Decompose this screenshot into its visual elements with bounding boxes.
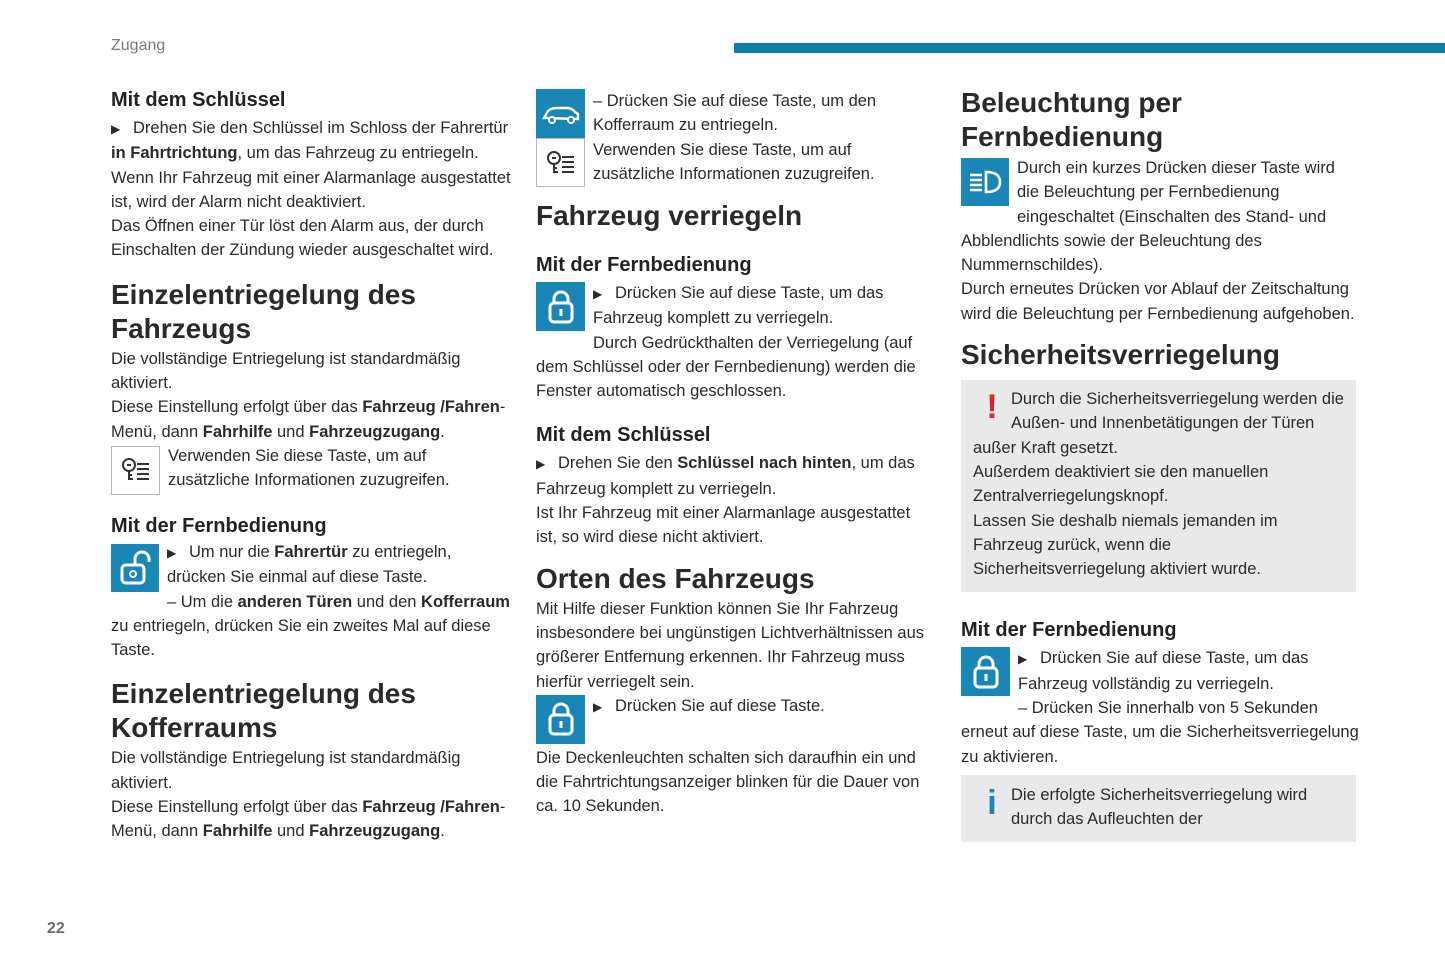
heading-single-unlock-boot: Einzelentriegelung des Kofferraums xyxy=(111,678,416,744)
section-label: Zugang xyxy=(111,37,166,54)
arrow-bullet-icon: ▶ xyxy=(1018,652,1028,667)
column-right xyxy=(961,86,1361,842)
arrow-bullet-icon: ▶ xyxy=(593,699,603,714)
warning-icon: ! xyxy=(986,388,998,427)
icon-stack xyxy=(536,89,585,187)
heading-lock-vehicle: Fahrzeug verriegeln xyxy=(536,200,803,231)
paragraph: – Drücken Sie auf diese Taste, um den Kofferraum zu entriegeln. xyxy=(593,92,877,135)
paragraph: ▶ Drücken Sie auf diese Taste, um das Fahrzeug vollständig zu verriegeln. xyxy=(1018,649,1309,693)
heading-remote-lock: Mit der Fernbedienung xyxy=(536,254,752,276)
paragraph: Diese Einstellung erfolgt über das Fahrzeug /Fahren-Menü, dann Fahrhilfe und Fahrzeugzugang. xyxy=(111,798,506,841)
boot-open-icon xyxy=(536,89,585,138)
arrow-bullet-icon: ▶ xyxy=(167,545,177,560)
paragraph: – Drücken Sie innerhalb von 5 Sekunden erneut auf diese Taste, um die Sicherheitsverriegelung zu aktivieren. xyxy=(961,699,1359,766)
paragraph: Außerdem deaktiviert sie den manuellen Zentralverriegelungsknopf. xyxy=(973,462,1269,506)
heading-single-unlock-vehicle: Einzelentriegelung des Fahrzeugs xyxy=(111,278,416,344)
paragraph: ▶ Drücken Sie auf diese Taste, um das Fahrzeug komplett zu verriegeln. xyxy=(593,284,884,328)
headlight-icon xyxy=(961,158,1009,206)
paragraph: Durch ein kurzes Drücken dieser Taste wird die Beleuchtung per Fernbedienung eingeschaltet (Einschalten des Stand- und Abblendlichts sowie der Beleuchtung des Nummernschildes). xyxy=(961,159,1335,275)
paragraph: Ist Ihr Fahrzeug mit einer Alarmanlage ausgestattet ist, so wird diese nicht aktiviert. xyxy=(536,504,911,547)
heading-deadlocking: Sicherheitsverriegelung xyxy=(961,339,1281,371)
paragraph: Diese Einstellung erfolgt über das Fahrzeug /Fahren-Menü, dann Fahrhilfe und Fahrzeugzugang. xyxy=(111,398,506,441)
paragraph: Die Deckenleuchten schalten sich daraufhin ein und die Fahrtrichtungsanzeiger blinken für die Dauer von ca. 10 Sekunden. xyxy=(536,748,920,816)
page-number: 22 xyxy=(47,920,65,937)
paragraph: ▶ Drehen Sie den Schlüssel im Schloss der Fahrertür in Fahrtrichtung, um das Fahrzeug zu entriegeln. xyxy=(111,119,509,163)
info-icon: i xyxy=(987,783,997,822)
column-middle xyxy=(536,86,928,819)
info-key-icon xyxy=(111,446,160,495)
paragraph: Wenn Ihr Fahrzeug mit einer Alarmanlage ausgestattet ist, wird der Alarm nicht deaktiviert. xyxy=(111,168,511,211)
paragraph: Die erfolgte Sicherheitsverriegelung wird durch das Aufleuchten der xyxy=(1011,785,1308,829)
heading-remote-deadlock: Mit der Fernbedienung xyxy=(961,619,1177,642)
arrow-bullet-icon: ▶ xyxy=(593,287,603,301)
paragraph: Verwenden Sie diese Taste, um auf zusätzliche Informationen zuzugreifen. xyxy=(593,140,875,183)
column-left xyxy=(111,86,511,844)
heading-key-lock: Mit dem Schlüssel xyxy=(536,424,711,447)
paragraph: Die vollständige Entriegelung ist standardmäßig aktiviert. xyxy=(111,749,461,792)
paragraph: ▶ Um nur die Fahrertür zu entriegeln, drücken Sie einmal auf diese Taste. xyxy=(167,542,452,587)
header-accent-bar xyxy=(734,43,1445,53)
warning-note xyxy=(961,380,1356,592)
paragraph: Durch erneutes Drücken vor Ablauf der Zeitschaltung wird die Beleuchtung per Fernbedienung aufgehoben. xyxy=(961,280,1355,323)
paragraph: Das Öffnen einer Tür löst den Alarm aus, der durch Einschalten der Zündung wieder ausgeschaltet wird. xyxy=(111,217,494,260)
paragraph: – Um die anderen Türen und den Kofferraum zu entriegeln, drücken Sie ein zweites Mal auf diese Taste. xyxy=(111,592,510,660)
arrow-bullet-icon: ▶ xyxy=(111,122,121,136)
paragraph: ▶ Drücken Sie auf diese Taste. xyxy=(536,694,928,719)
paragraph: Die vollständige Entriegelung ist standardmäßig aktiviert. xyxy=(111,349,461,393)
heading-remote-lighting: Beleuchtung per Fernbedienung xyxy=(961,87,1182,152)
paragraph: ▶ Drehen Sie den Schlüssel nach hinten, um das Fahrzeug komplett zu verriegeln. xyxy=(536,454,915,498)
paragraph: Mit Hilfe dieser Funktion können Sie Ihr Fahrzeug insbesondere bei ungünstigen Lichtverhältnissen aus größerer Entfernung erkennen. Ihr Fahrzeug muss hierfür verriegelt sein. xyxy=(536,599,925,691)
paragraph: Verwenden Sie diese Taste, um auf zusätzliche Informationen zuzugreifen. xyxy=(168,446,450,490)
heading-locate-vehicle: Orten des Fahrzeugs xyxy=(536,562,815,594)
unlock-icon xyxy=(111,544,159,592)
info-note xyxy=(961,775,1356,842)
arrow-bullet-icon: ▶ xyxy=(536,457,546,472)
paragraph: Lassen Sie deshalb niemals jemanden im Fahrzeug zurück, wenn die Sicherheitsverriegelung aktiviert wurde. xyxy=(973,511,1278,579)
heading-remote-unlock: Mit der Fernbedienung xyxy=(111,514,327,537)
heading-key-unlock: Mit dem Schlüssel xyxy=(111,89,286,111)
lock-icon xyxy=(536,282,585,331)
lock-icon xyxy=(961,647,1010,696)
info-key-icon xyxy=(536,138,585,187)
lock-icon xyxy=(536,695,585,744)
paragraph: Durch Gedrückthalten der Verriegelung (auf dem Schlüssel oder der Fernbedienung) werden die Fenster automatisch geschlossen. xyxy=(536,333,916,401)
paragraph: Durch die Sicherheitsverriegelung werden die Außen- und Innenbetätigungen der Türen außer Kraft gesetzt. xyxy=(973,390,1344,457)
